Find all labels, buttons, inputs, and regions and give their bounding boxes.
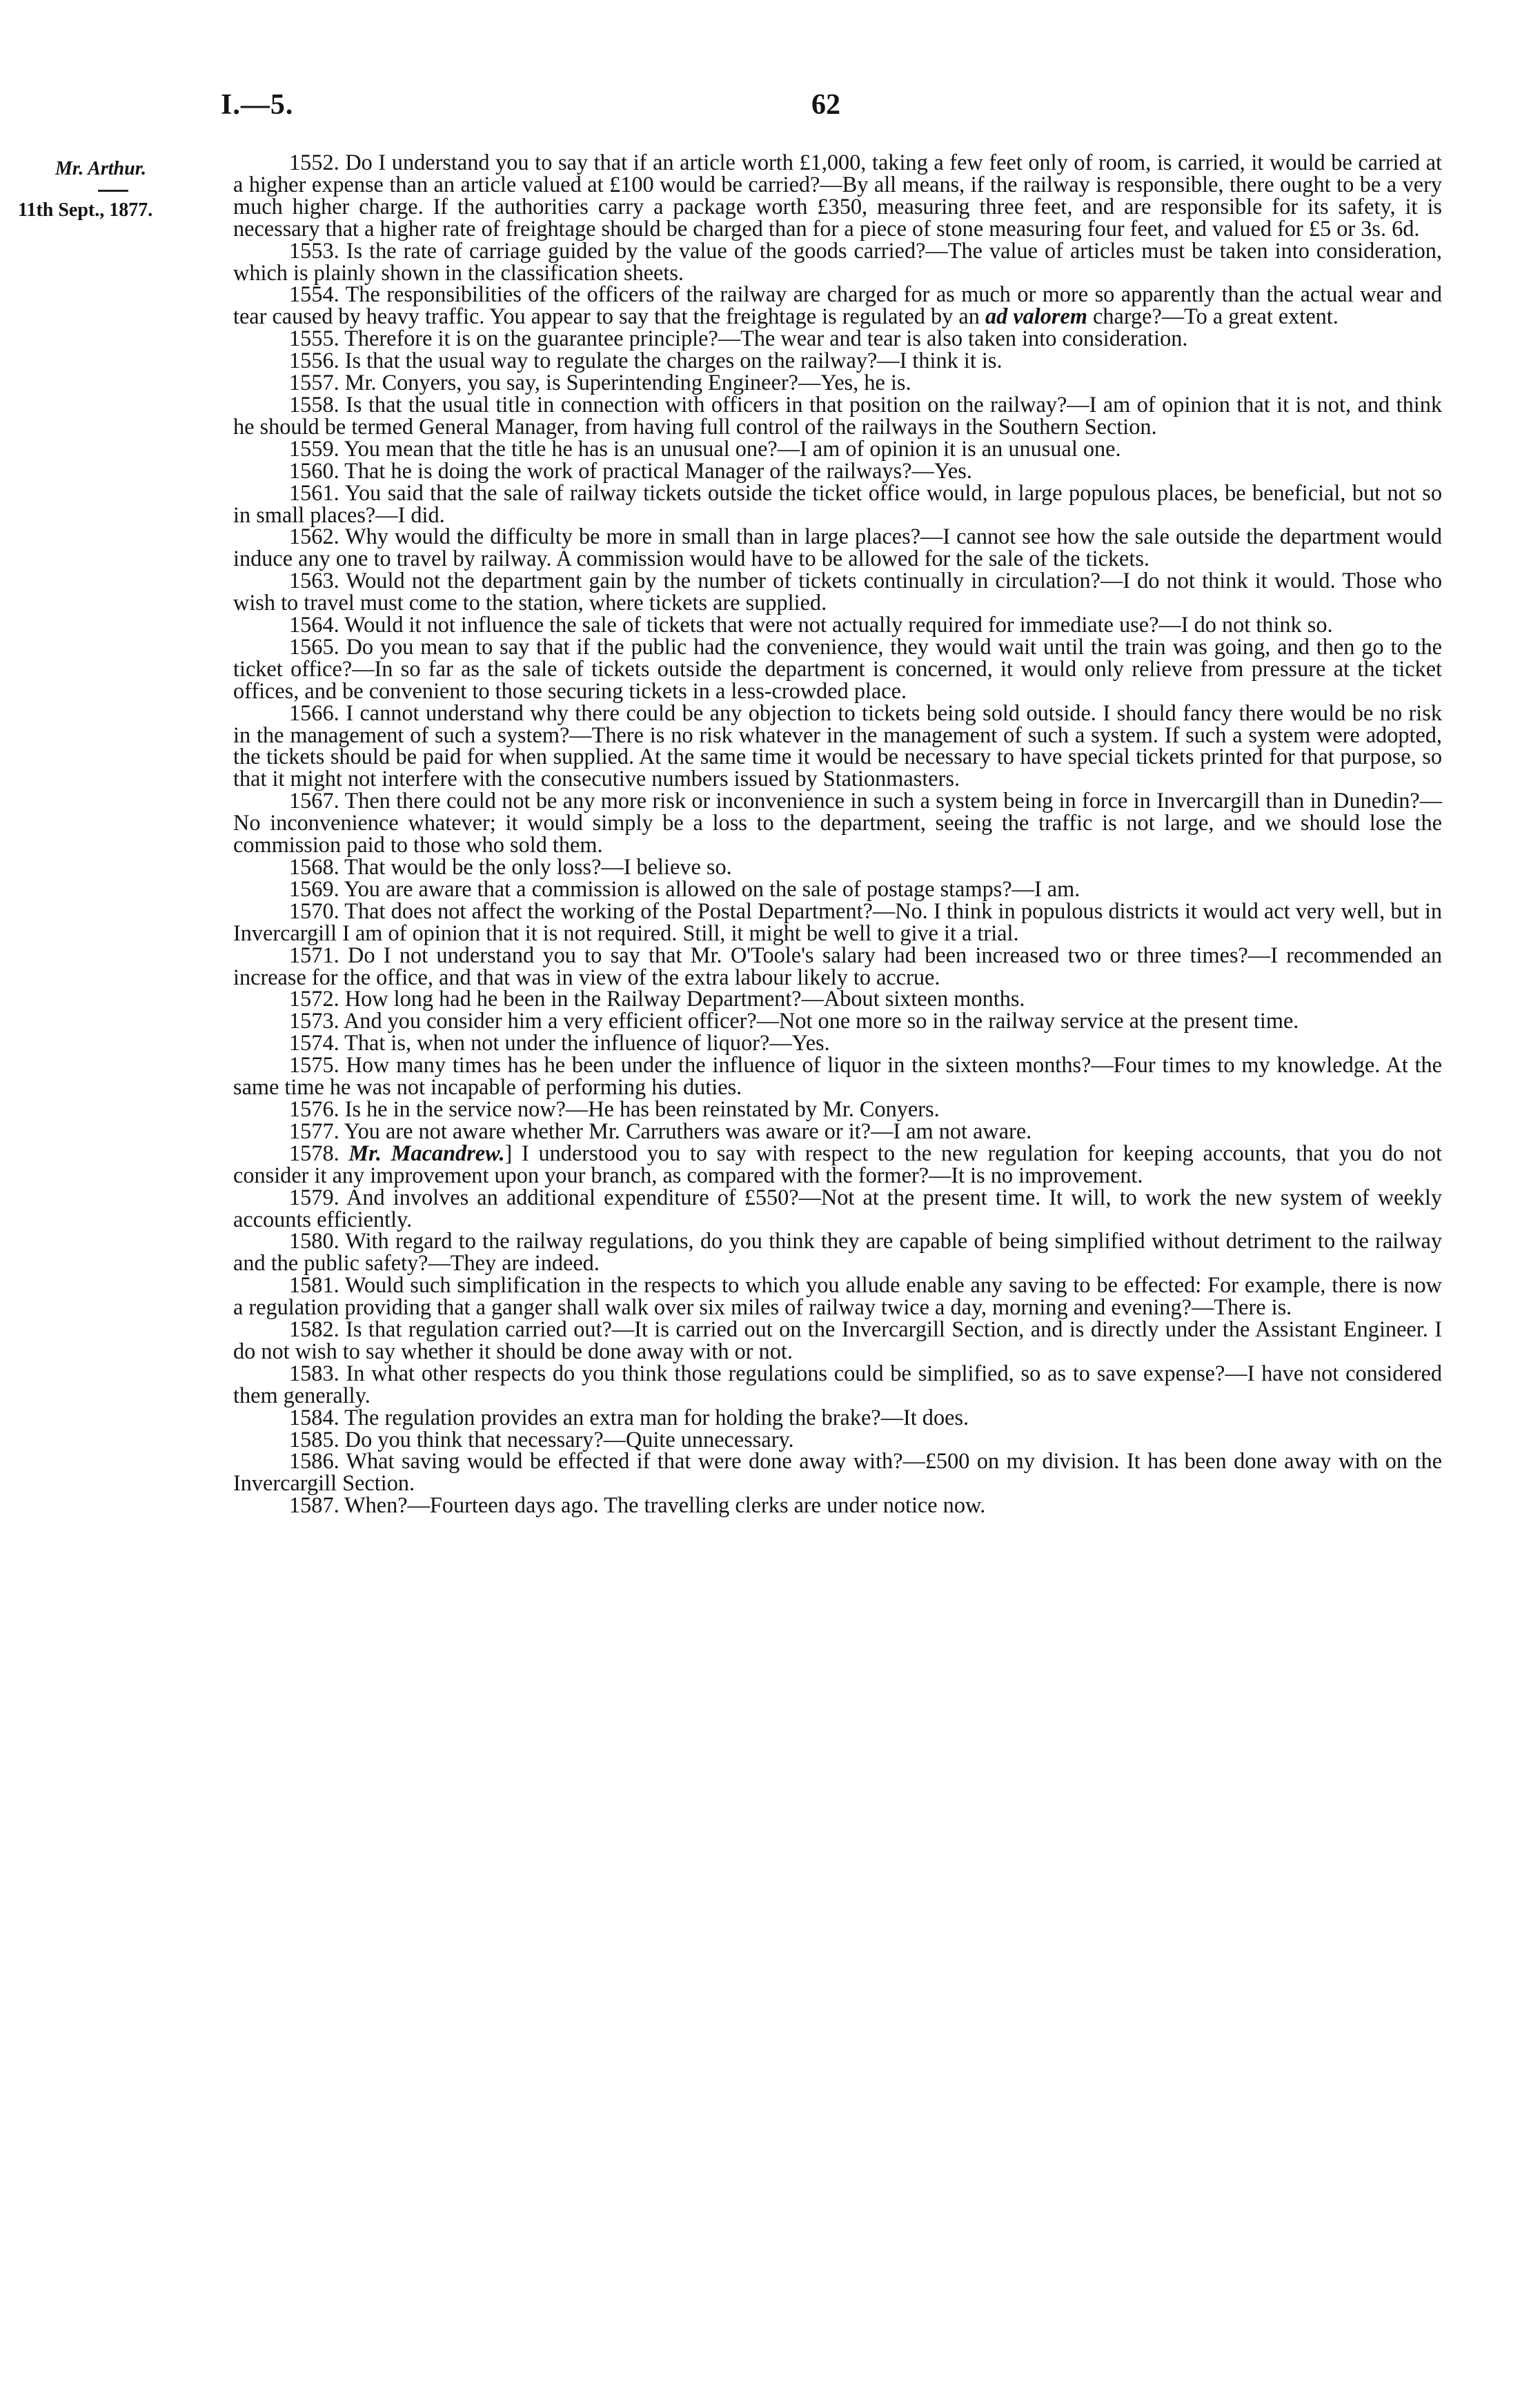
question-number: 1574. [289, 1030, 339, 1056]
question-text: Do I not understand you to say that Mr. O'Toole's salary had been increased two or three times?—I recommended an increase for the office, and that was in view of the extra labour likely to accrue. [233, 942, 1442, 989]
question-number: 1573. [289, 1008, 339, 1034]
question-number: 1561. [289, 480, 339, 505]
question-text: charge?—To a great extent. [1093, 304, 1339, 329]
examiner-name: Mr. Macandrew. [348, 1140, 505, 1165]
question-text: Then there could not be any more risk or inconvenience in such a system being in force in Invercargill than in Dunedin?—No inconvenience whatever; it would simply be a loss to the department, seeing the traffic is not large, and we should lose the commission paid to those who sold them. [233, 788, 1442, 858]
question-1562 [233, 526, 1442, 570]
question-number: 1570. [289, 898, 339, 923]
question-number: 1566. [289, 700, 339, 725]
question-1553 [233, 237, 1442, 285]
question-text: The regulation provides an extra man for holding the brake?—It does. [344, 1404, 969, 1430]
question-number: 1581. [289, 1272, 339, 1298]
question-text: Would not the department gain by the number of tickets continually in circulation?—I do not think it would. Those who wish to travel must come to the station, where tickets are supplied. [233, 568, 1442, 615]
question-text: That he is doing the work of practical Manager of the railways?—Yes. [344, 457, 972, 483]
document-reference: I.—5. [221, 89, 294, 121]
question-text: And you consider him a very efficient officer?—Not one more so in the railway service at the present time. [343, 1008, 1299, 1034]
question-text: That does not affect the working of the Postal Department?—No. I think in populous districts it would act very well, but in Invercargill I am of opinion that it is not required. Still, it might be well to give it a trial. [233, 898, 1442, 945]
question-text: Why would the difficulty be more in small than in large places?—I cannot see how the sale outside the department would induce any one to travel by railway. A commission would have to be allowed for the sale of the tickets. [233, 524, 1442, 571]
question-text: Is he in the service now?—He has been reinstated by Mr. Conyers. [344, 1096, 940, 1121]
question-number: 1587. [289, 1492, 339, 1518]
question-text: You are not aware whether Mr. Carruthers was aware or it?—I am not aware. [344, 1118, 1032, 1143]
question-number: 1555. [289, 326, 339, 351]
question-text: How long had he been in the Railway Department?—About sixteen months. [344, 986, 1025, 1012]
question-text: I cannot understand why there could be any objection to tickets being sold outside. I should fancy there would be no risk in the management of such a system?—There is no risk whatever in the management of such a system. If such a system were adopted, the tickets should be paid for when supplied. At the same time it would be necessary to have special tickets printed for that purpose, so that it might not interfere with the consecutive numbers issued by Stationmasters. [233, 700, 1442, 791]
witness-name: Mr. Arthur. [55, 158, 147, 179]
question-text: Do you think that necessary?—Quite unnecessary. [344, 1426, 794, 1452]
question-number: 1569. [289, 876, 339, 901]
question-1566 [233, 702, 1442, 791]
question-number: 1557. [289, 370, 339, 395]
question-text: That would be the only loss?—I believe so. [344, 854, 732, 879]
question-text: You are aware that a commission is allowed on the sale of postage stamps?—I am. [344, 876, 1080, 901]
question-1574 [233, 1032, 1442, 1054]
italic-term: ad valorem [985, 304, 1087, 329]
question-1586 [233, 1450, 1442, 1494]
question-1582 [233, 1316, 1442, 1363]
question-1583 [233, 1360, 1442, 1408]
page-number: 62 [811, 89, 840, 121]
question-text: Do you mean to say that if the public had the convenience, they would wait until the train was going, and then go to the ticket office?—In so far as the sale of tickets outside the department is concerned, it would only relieve from pressure at the ticket offices, and be convenient to those securing tickets in a less-crowded place. [233, 633, 1442, 703]
question-1577 [233, 1118, 1442, 1143]
question-text: How many times has he been under the influence of liquor in the sixteen months?—Four times to my knowledge. At the same time he was not incapable of performing his duties. [233, 1052, 1442, 1100]
question-text: Is that regulation carried out?—It is carried out on the Invercargill Section, and is directly under the Assistant Engineer. I do not wish to say whether it should be done away with or not. [233, 1316, 1442, 1363]
question-1559 [233, 435, 1442, 461]
session-date: 11th Sept., 1877. [18, 199, 153, 221]
question-text: When?—Fourteen days ago. The travelling clerks are under notice now. [344, 1492, 986, 1518]
question-text: In what other respects do you think those regulations could be simplified, so as to save expense?—I have not considered them generally. [233, 1360, 1442, 1408]
question-number: 1567. [289, 788, 339, 813]
question-number: 1562. [289, 524, 339, 549]
question-number: 1552. [289, 150, 339, 175]
question-number: 1563. [289, 568, 339, 593]
question-text: Would such simplification in the respects to which you allude enable any saving to be effected: For example, there is now a regulation providing that a ganger shall walk over six miles of railway twice a day, morning and evening?—There is. [233, 1272, 1442, 1320]
question-text: That is, when not under the influence of liquor?—Yes. [344, 1030, 830, 1056]
page-header [221, 88, 1431, 130]
question-number: 1558. [289, 391, 339, 417]
question-1555 [233, 328, 1442, 350]
question-text: And involves an additional expenditure of £550?—Not at the present time. It will, to work the new system of weekly accounts efficiently. [233, 1184, 1442, 1232]
question-1558 [233, 391, 1442, 439]
question-number: 1576. [289, 1096, 339, 1121]
question-text: Is that the usual way to regulate the charges on the railway?—I think it is. [344, 348, 1003, 373]
question-1587 [233, 1494, 1442, 1517]
question-1552 [233, 152, 1442, 240]
question-text: Therefore it is on the guarantee principle?—The wear and tear is also taken into consideration. [344, 326, 1188, 351]
question-number: 1568. [289, 854, 339, 879]
question-1569 [233, 878, 1442, 900]
question-number: 1571. [289, 942, 339, 967]
question-number: 1553. [289, 237, 339, 263]
question-1570 [233, 900, 1442, 945]
evidence-text [233, 152, 1442, 1517]
question-number: 1559. [289, 435, 339, 461]
margin-note [12, 157, 219, 221]
question-1575 [233, 1054, 1442, 1098]
question-number: 1572. [289, 986, 339, 1012]
question-1554 [233, 284, 1442, 328]
question-number: 1580. [289, 1228, 339, 1254]
question-1573 [233, 1010, 1442, 1032]
question-number: 1554. [289, 282, 339, 307]
question-1565 [233, 633, 1442, 703]
question-number: 1578. [289, 1140, 339, 1165]
question-number: 1560. [289, 457, 339, 483]
question-text: What saving would be effected if that were done away with?—£500 on my division. It has been done away with on the Invercargill Section. [233, 1448, 1442, 1496]
question-1568 [233, 856, 1442, 878]
question-text: Is that the usual title in connection with officers in that position on the railway?—I am of opinion that it is not, and think he should be termed General Manager, from having full control of the railways in the Southern Section. [233, 391, 1442, 439]
question-text: ] I understood you to say with respect to the new regulation for keeping accounts, that you do not consider it any improvement upon your branch, as compared with the former?—It is no improvement. [233, 1140, 1442, 1187]
question-number: 1582. [289, 1316, 339, 1342]
question-text: You said that the sale of railway tickets outside the ticket office would, in large populous places, be beneficial, but not so in small places?—I did. [233, 480, 1442, 527]
question-1584 [233, 1404, 1442, 1430]
question-text: Do I understand you to say that if an article worth £1,000, taking a few feet only of room, is carried, it would be carried at a higher expense than an article valued at £100 would be carried?—By all means, if the railway is responsible, there ought to be a very much higher charge. If the authorities carry a package worth £350, measuring three feet, and are responsible for its safety, it is necessary that a higher rate of freightage should be charged than for a piece of stone measuring four feet, and valued for £5 or 3s. 6d. [233, 150, 1442, 241]
question-1572 [233, 988, 1442, 1010]
question-1576 [233, 1098, 1442, 1121]
question-1560 [233, 457, 1442, 483]
question-text: Mr. Conyers, you say, is Superintending Engineer?—Yes, he is. [344, 370, 911, 395]
question-1581 [233, 1274, 1442, 1319]
question-number: 1584. [289, 1404, 339, 1430]
question-number: 1564. [289, 612, 339, 638]
question-number: 1579. [289, 1184, 339, 1210]
margin-divider [98, 190, 128, 192]
question-number: 1577. [289, 1118, 339, 1143]
question-number: 1586. [289, 1448, 339, 1474]
question-number: 1575. [289, 1052, 339, 1078]
question-1557 [233, 372, 1442, 394]
question-number: 1583. [289, 1360, 339, 1385]
question-1579 [233, 1184, 1442, 1232]
question-text: You mean that the title he has is an unusual one?—I am of opinion it is an unusual one. [344, 435, 1121, 461]
question-text: With regard to the railway regulations, do you think they are capable of being simplified without detriment to the railway and the public safety?—They are indeed. [233, 1228, 1442, 1276]
question-text: Is the rate of carriage guided by the value of the goods carried?—The value of articles must be taken into consideration, which is plainly shown in the classification sheets. [233, 237, 1442, 285]
question-1578 [233, 1140, 1442, 1187]
question-1567 [233, 790, 1442, 856]
question-1580 [233, 1230, 1442, 1274]
question-1571 [233, 942, 1442, 989]
question-text: The responsibilities of the officers of the railway are charged for as much or more so apparently than the actual wear and tear caused by heavy traffic. You appear to say that the freightage is regulated by an [233, 282, 1442, 329]
question-1556 [233, 350, 1442, 372]
question-1585 [233, 1426, 1442, 1452]
question-1564 [233, 614, 1442, 636]
question-1563 [233, 570, 1442, 614]
question-number: 1556. [289, 348, 339, 373]
question-number: 1565. [289, 633, 339, 659]
question-text: Would it not influence the sale of tickets that were not actually required for immediate use?—I do not think so. [344, 612, 1333, 638]
question-number: 1585. [289, 1426, 339, 1452]
question-1561 [233, 482, 1442, 526]
